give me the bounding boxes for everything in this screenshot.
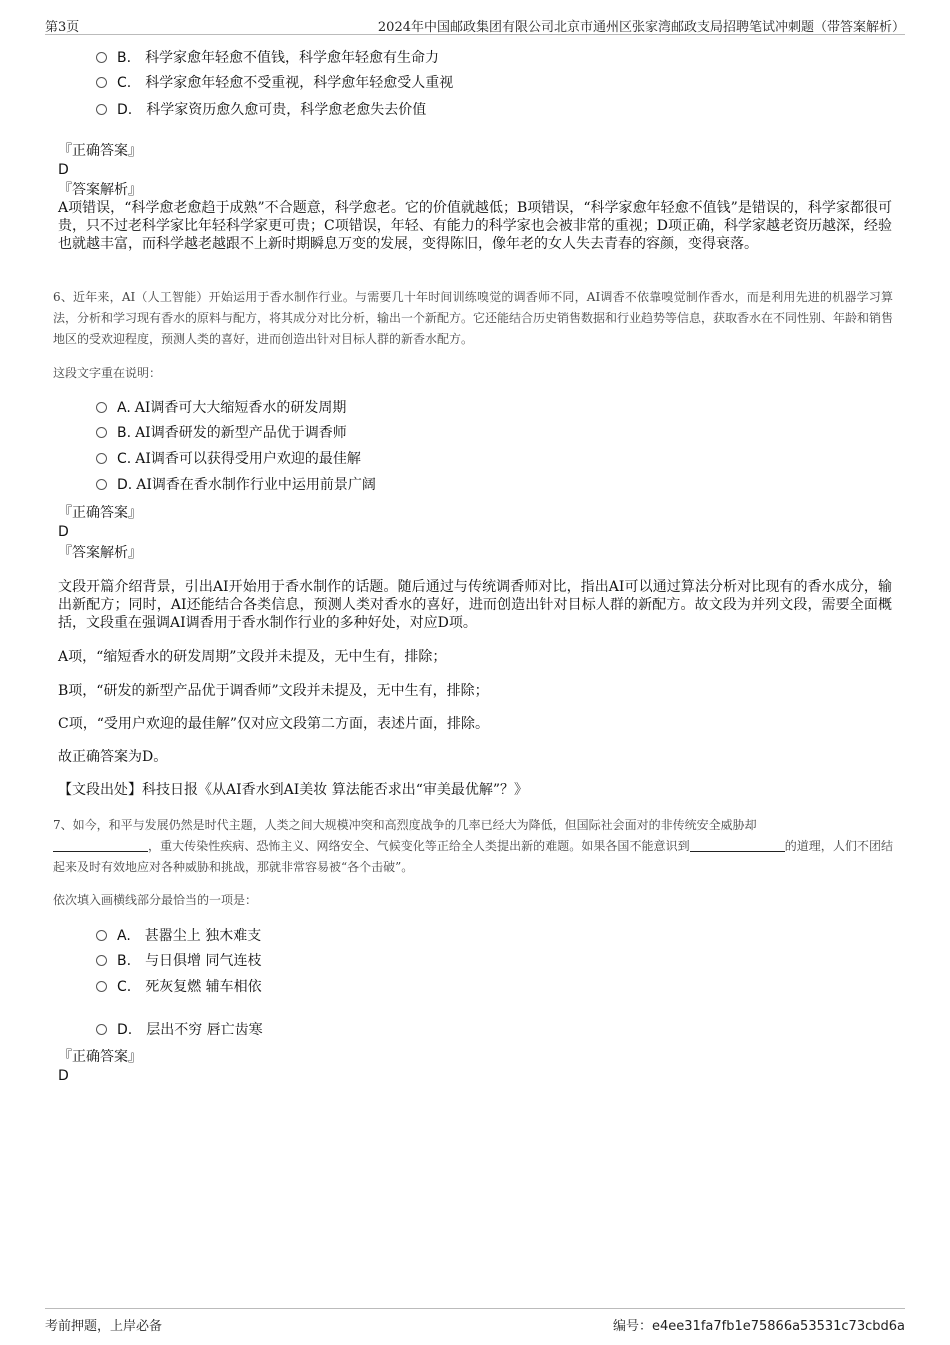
q7-prompt: 依次填入画横线部分最恰当的一项是：: [53, 893, 258, 907]
q5-answer: D: [58, 162, 69, 178]
radio-icon[interactable]: [96, 427, 107, 438]
q6-option-b[interactable]: B. AI调香研发的新型产品优于调香师: [96, 424, 347, 442]
q7-blank-1: [53, 839, 148, 852]
page-number: 第3页: [45, 20, 80, 35]
radio-icon[interactable]: [96, 402, 107, 413]
q6-analysis-label: 『答案解析』: [58, 545, 142, 561]
q5-option-d[interactable]: D. 科学家资历愈久愈可贵，科学愈老愈失去价值: [96, 101, 426, 119]
q7-option-d[interactable]: D. 层出不穷 唇亡齿寒: [96, 1021, 263, 1039]
q6-option-d[interactable]: D. AI调香在香水制作行业中运用前景广阔: [96, 476, 376, 494]
radio-icon[interactable]: [96, 1024, 107, 1035]
radio-icon[interactable]: [96, 981, 107, 992]
page-footer: [45, 1308, 905, 1337]
radio-icon[interactable]: [96, 479, 107, 490]
q6-prompt: 这段文字重在说明：: [53, 366, 162, 380]
footer-slogan: 考前押题，上岸必备: [45, 1319, 163, 1334]
q6-option-c[interactable]: C. AI调香可以获得受用户欢迎的最佳解: [96, 450, 361, 468]
q6-analysis-main: 文段开篇介绍背景，引出AI开始用于香水制作的话题。随后通过与传统调香师对比，指出AI可以通过算法分析对比现有的香水成分，输出新配方；同时，AI还能结合各类信息，预测人类对香水的喜好，进而创造出针对目标人群的新配方。故文段为并列文段，需要全面概括，文段重在强调AI调香用于香水制作行业的多种好处，对应D项。: [58, 579, 892, 631]
radio-icon[interactable]: [96, 52, 107, 63]
q7-option-b[interactable]: B. 与日俱增 同气连枝: [96, 952, 262, 970]
q6-analysis-b: B项，“研发的新型产品优于调香师”文段并未提及，无中生有，排除；: [58, 683, 489, 699]
radio-icon[interactable]: [96, 77, 107, 88]
q6-question: 6、近年来，AI（人工智能）开始运用于香水制作行业。与需要几十年时间训练嗅觉的调香师不同，AI调香不依靠嗅觉制作香水，而是利用先进的机器学习算法，分析和学习现有香水的原料与配方，将其成分对比分析，输出一个新配方。它还能结合历史销售数据和行业趋势等信息，获取香水在不同性别、年龄和销售地区的受欢迎程度，预测人类的喜好，进而创造出针对目标人群的新香水配方。: [53, 290, 894, 346]
q5-option-b[interactable]: B. 科学家愈年轻愈不值钱，科学愈年轻愈有生命力: [96, 49, 439, 67]
document-id: 编号：e4ee31fa7fb1e75866a53531c73cbd6a: [613, 1319, 905, 1334]
q6-source: 【文段出处】科技日报《从AI香水到AI美妆 算法能否求出“审美最优解”？》: [58, 782, 529, 798]
radio-icon[interactable]: [96, 453, 107, 464]
radio-icon[interactable]: [96, 955, 107, 966]
q6-analysis-conclusion: 故正确答案为D。: [58, 749, 168, 765]
q5-analysis-label: 『答案解析』: [58, 182, 142, 198]
q5-option-c[interactable]: C. 科学家愈年轻愈不受重视，科学愈年轻愈受人重视: [96, 74, 453, 92]
q7-question: 7、如今，和平与发展仍然是时代主题，人类之间大规模冲突和高烈度战争的几率已经大为降低，但国际社会面对的非传统安全威胁却 ，重大传染性疾病、恐怖主义、网络安全、气候变化等正给全人类提出新的难题。如果各国不能意识到 的道理，人们不团结起来及时有效地应对各种威胁和挑战，那就非常容易被“各个击破”。: [53, 818, 893, 874]
q7-option-c[interactable]: C. 死灰复燃 辅车相依: [96, 978, 262, 996]
q5-analysis: A项错误，“科学愈老愈趋于成熟”不合题意，科学愈老。它的价值就越低；B项错误，“科学家愈年轻愈不值钱”是错误的，科学家都很可贵，只不过老科学家比年轻科学家更可贵；C项错误，年轻、有能力的科学家也会被非常的重视；D项正确，科学家越老资历越深，经验也就越丰富，而科学越老越跟不上新时期瞬息万变的发展，变得陈旧，像年老的女人失去青春的容颜，变得衰落。: [58, 200, 892, 252]
radio-icon[interactable]: [96, 104, 107, 115]
q6-option-a[interactable]: A. AI调香可大大缩短香水的研发周期: [96, 399, 346, 417]
page-header: [45, 12, 905, 35]
q6-analysis-a: A项，“缩短香水的研发周期”文段并未提及，无中生有，排除；: [58, 649, 447, 665]
document-title: 2024年中国邮政集团有限公司北京市通州区张家湾邮政支局招聘笔试冲刺题（带答案解析）: [377, 20, 905, 35]
q7-option-a[interactable]: A. 甚嚣尘上 独木难支: [96, 927, 261, 945]
q7-blank-2: [690, 839, 785, 852]
q6-answer: D: [58, 524, 69, 540]
q7-answer-label: 『正确答案』: [58, 1049, 142, 1065]
q5-answer-label: 『正确答案』: [58, 143, 142, 159]
q7-answer: D: [58, 1068, 69, 1084]
radio-icon[interactable]: [96, 930, 107, 941]
q6-answer-label: 『正确答案』: [58, 505, 142, 521]
q6-analysis-c: C项，“受用户欢迎的最佳解”仅对应文段第二方面，表述片面，排除。: [58, 716, 490, 732]
